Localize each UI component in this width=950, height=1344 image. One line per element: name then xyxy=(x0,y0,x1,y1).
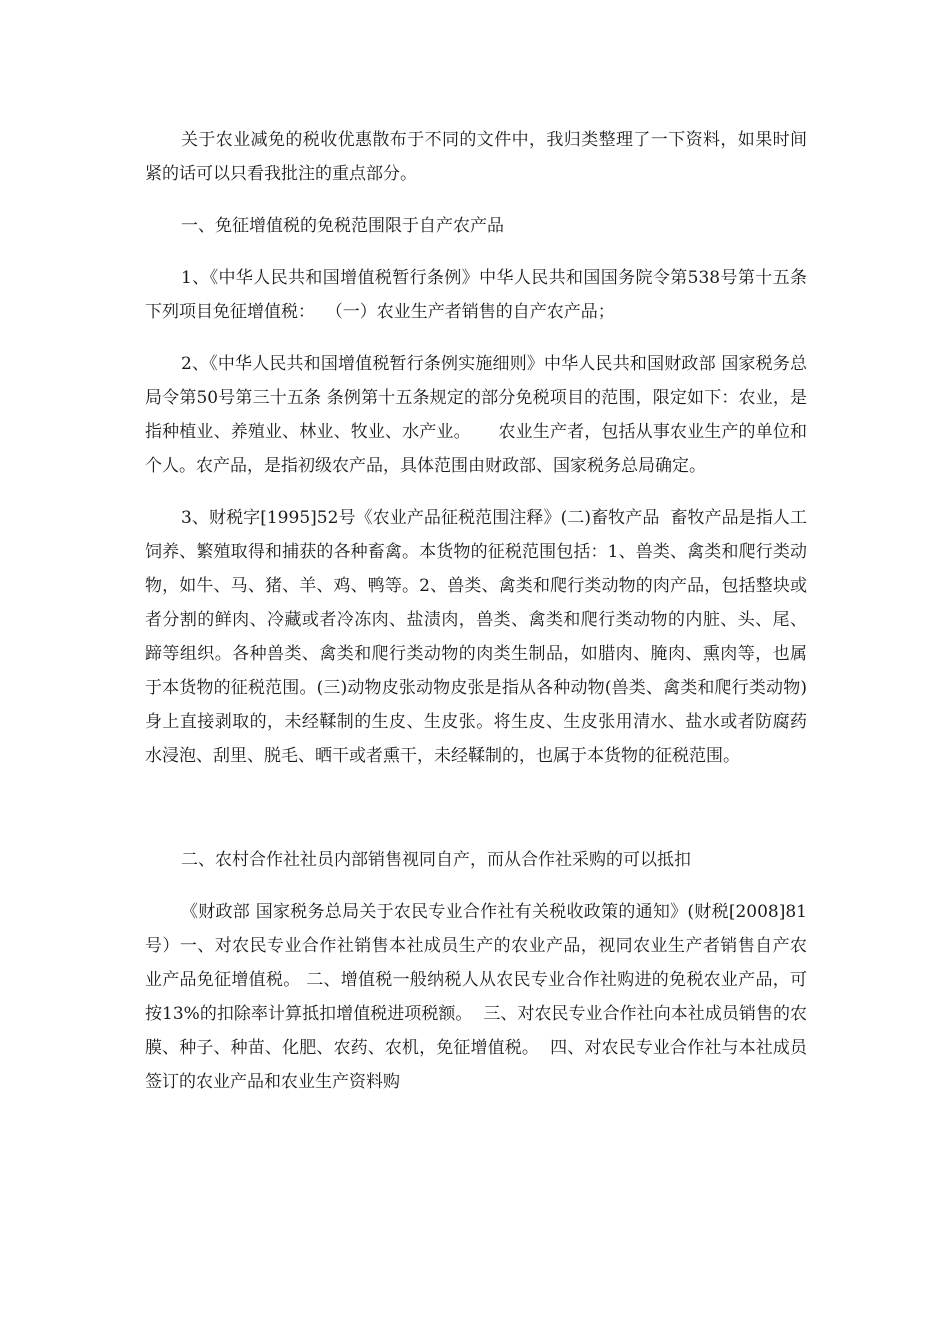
section-heading-2: 二、农村合作社社员内部销售视同自产，而从合作社采购的可以抵扣 xyxy=(181,850,691,870)
clause-paragraph-3: 3、财税字[1995]52号《农业产品征税范围注释》(二)畜牧产品 畜牧产品是指人工饲养、繁殖取得和捕获的各种畜禽。本货物的征税范围包括：1、兽类、禽类和爬行类动物，如牛、马、猪、羊、鸡、鸭等。2、兽类、禽类和爬行类动物的肉产品，包括整块或者分割的鲜肉、冷藏或者冷冻肉、盐渍肉，兽类、禽类和爬行类动物的内脏、头、尾、蹄等组织。各种兽类、禽类和爬行类动物的肉类生制品，如腊肉、腌肉、熏肉等，也属于本货物的征税范围。(三)动物皮张动物皮张是指从各种动物(兽类、禽类和爬行类动物)身上直接剥取的，未经鞣制的生皮、生皮张。将生皮、生皮张用清水、盐水或者防腐药水浸泡、刮里、脱毛、晒干或者熏干，未经鞣制的，也属于本货物的征税范围。 xyxy=(145,508,807,766)
section-spacer xyxy=(145,791,807,843)
intro-paragraph: 关于农业减免的税收优惠散布于不同的文件中，我归类整理了一下资料，如果时间紧的话可以只看我批注的重点部分。 xyxy=(145,130,807,184)
document-body xyxy=(145,123,813,1117)
section-heading-1: 一、免征增值税的免税范围限于自产农产品 xyxy=(181,216,504,236)
clause-paragraph-2: 2、《中华人民共和国增值税暂行条例实施细则》中华人民共和国财政部 国家税务总局令第50号第三十五条 条例第十五条规定的部分免税项目的范围，限定如下：农业，是指种植业、养殖业、林业、牧业、水产业。 农业生产者，包括从事农业生产的单位和个人。农产品，是指初级农产品，具体范围由财政部、国家税务总局确定。 xyxy=(145,354,807,476)
notice-paragraph: 《财政部 国家税务总局关于农民专业合作社有关税收政策的通知》(财税[2008]81号）一、对农民专业合作社销售本社成员生产的农业产品，视同农业生产者销售自产农业产品免征增值税。 二、增值税一般纳税人从农民专业合作社购进的免税农业产品，可按13%的扣除率计算抵扣增值税进项税额。 三、对农民专业合作社向本社成员销售的农膜、种子、种苗、化肥、农药、农机，免征增值税。 四、对农民专业合作社与本社成员签订的农业产品和农业生产资料购 xyxy=(145,902,807,1092)
clause-paragraph-1: 1、《中华人民共和国增值税暂行条例》中华人民共和国国务院令第538号第十五条 下列项目免征增值税： （一）农业生产者销售的自产农产品； xyxy=(145,268,813,322)
